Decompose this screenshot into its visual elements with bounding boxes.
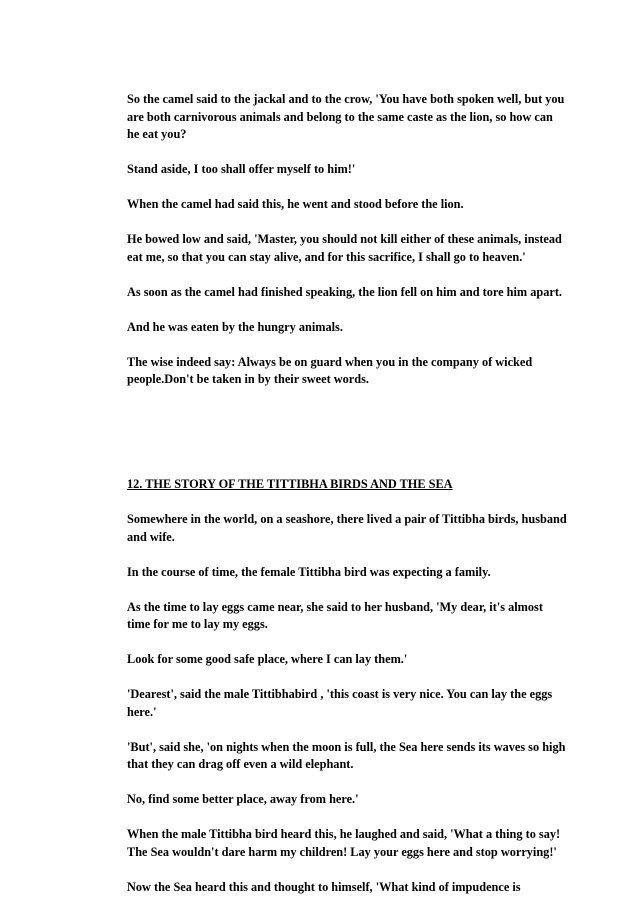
paragraph: 'Dearest', said the male Tittibhabird , 'this coast is very nice. You can lay the eggs here.'	[127, 687, 553, 719]
paragraph: Somewhere in the world, on a seashore, there lived a pair of Tittibha birds, husband and wife.	[127, 512, 567, 544]
paragraph: He bowed low and said, 'Master, you should not kill either of these animals, instead eat me, so that you can stay alive, and for this sacrifice, I shall go to heaven.'	[127, 232, 562, 264]
section-heading: 12. THE STORY OF THE TITTIBHA BIRDS AND THE SEA	[127, 477, 453, 491]
paragraph: And he was eaten by the hungry animals.	[127, 319, 343, 334]
paragraph: The wise indeed say: Always be on guard when you in the company of wicked people.Don't be taken in by their sweet words.	[127, 354, 533, 386]
paragraph: No, find some better place, away from here.'	[127, 792, 359, 806]
paragraph: As the time to lay eggs came near, she said to her husband, 'My dear, it's almost time for me to lay my eggs.	[127, 599, 543, 631]
paragraph: 'But', said she, 'on nights when the moon is full, the Sea here sends its waves so high that they can drag off even a wild elephant.	[127, 739, 566, 771]
paragraph: As soon as the camel had finished speaking, the lion fell on him and tore him apart.	[127, 284, 562, 299]
paragraph: When the male Tittibha bird heard this, he laughed and said, 'What a thing to say! The Sea wouldn't dare harm my children! Lay your eggs here and stop worrying!'	[127, 827, 561, 859]
story-text	[127, 91, 567, 914]
paragraph: Now the Sea heard this and thought to himself, 'What kind of impudence is	[127, 879, 521, 894]
paragraph: When the camel had said this, he went and stood before the lion.	[127, 197, 464, 211]
paragraph: So the camel said to the jackal and to the crow, 'You have both spoken well, but you are both carnivorous animals and belong to the same caste as the lion, so how can he eat you?	[127, 92, 565, 141]
section-spacer	[127, 406, 567, 476]
paragraph: Look for some good safe place, where I can lay them.'	[127, 652, 408, 666]
paragraph: Stand aside, I too shall offer myself to him!'	[127, 162, 356, 176]
paragraph: In the course of time, the female Tittibha bird was expecting a family.	[127, 564, 491, 579]
